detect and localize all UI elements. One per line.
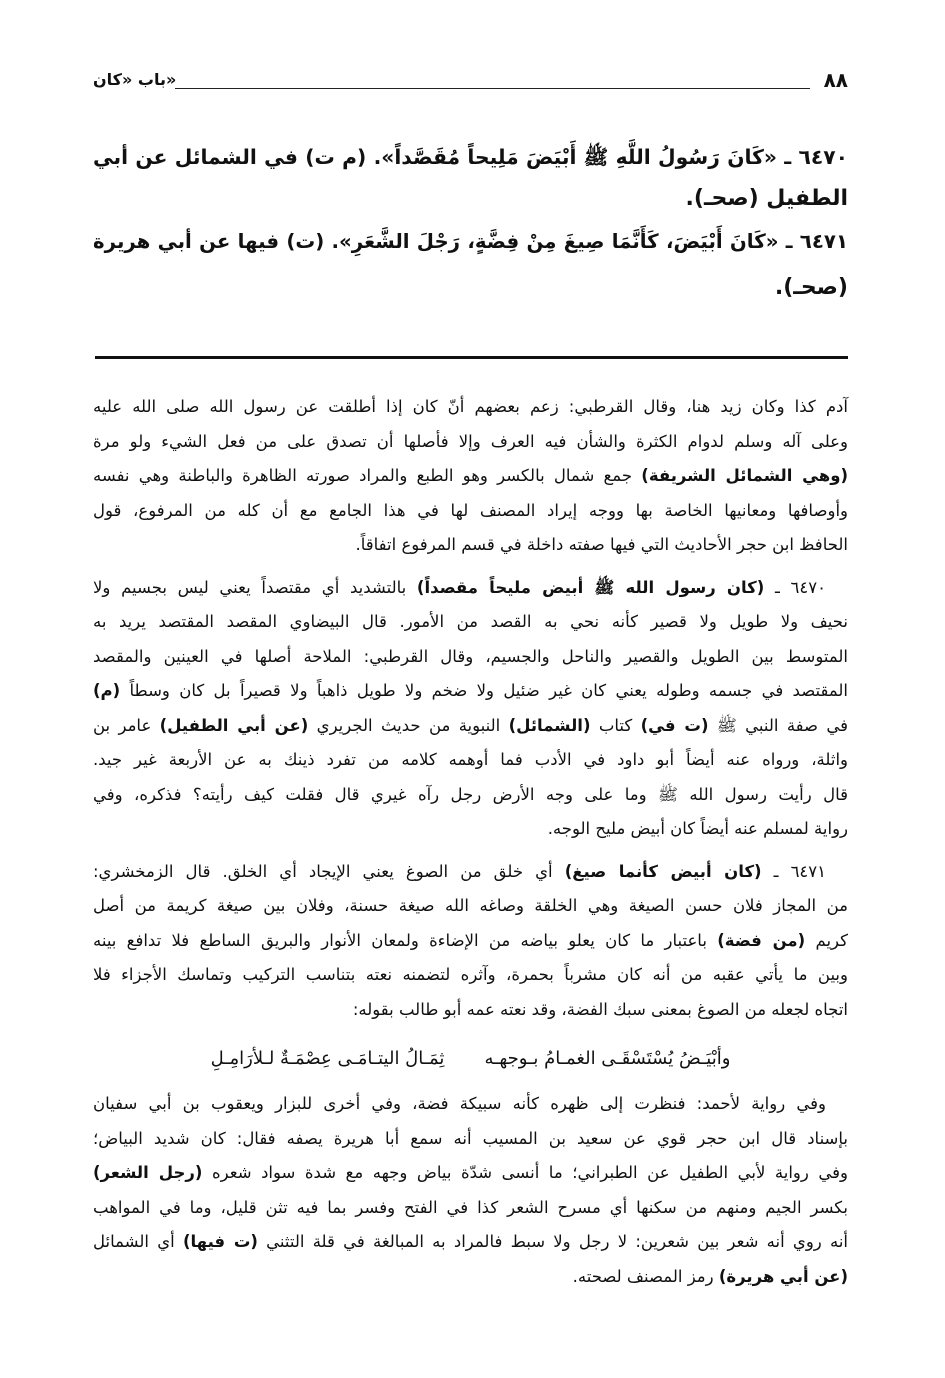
commentary-line <box>93 1260 848 1295</box>
commentary-text: رواية لمسلم عنه أيضاً كان أبيض مليح الوجه. <box>547 819 848 838</box>
commentary-line <box>93 1225 848 1260</box>
commentary-line <box>93 958 848 993</box>
commentary-line <box>93 855 848 890</box>
commentary-line <box>93 1156 848 1191</box>
commentary-text: بالتشديد أي مقتصداً يعني ليس بجسيم ولا <box>93 577 417 597</box>
commentary-line <box>93 571 848 606</box>
verse-hemistich: ثِمَـالُ اليتـامَـى عِصْمَـةٌ لـلأرَامِـلِ <box>210 1048 445 1069</box>
commentary-text: الحافظ ابن حجر الأحاديث التي فيها صفته داخلة في قسم المرفوع اتفاقاً. <box>355 535 848 554</box>
commentary-text: بكسر الجيم ومنهم من سكنها أي مسرح الشعر كذا في الفتح وفسر بما فيه تثن قليل، وما في المواهب <box>93 1197 848 1217</box>
commentary <box>93 390 848 1302</box>
commentary-line <box>93 778 848 813</box>
page-number: ٨٨ <box>823 68 848 92</box>
commentary-line <box>93 425 848 460</box>
commentary-text: ٦٤٧١ ـ <box>761 861 827 881</box>
quoted-matn-text: (من فضة) <box>717 930 806 950</box>
footnote-separator <box>95 356 848 359</box>
commentary-text: في صفة النبي ﷺ <box>708 715 849 735</box>
commentary-paragraph <box>93 571 848 847</box>
commentary-text: باعتبار ما كان يعلو بياضه من الإضاءة ولمعان الأنوار والبريق الساطع فلا تدافع بينه <box>93 930 718 950</box>
commentary-line <box>93 993 848 1028</box>
header-rule <box>175 88 810 89</box>
commentary-line <box>93 889 848 924</box>
commentary-text: كتاب <box>590 715 641 735</box>
verse-hemistich: وأبْيَـضُ يُسْتَسْقَـى الغمـامُ بـوجهـه <box>484 1048 731 1069</box>
commentary-text: نحيف ولا طويل ولا قصير كأنه نحي به القصد من الأمور. قال البيضاوي المقصد المقتصد يريد به <box>93 612 848 631</box>
commentary-text: وفي رواية لأبي الطفيل عن الطبراني؛ ما أنسى شدّة بياض وجهه مع شدة سواد شعره <box>202 1163 848 1182</box>
commentary-text: النبوية من حديث الجريري <box>308 715 509 735</box>
commentary-line <box>93 1191 848 1226</box>
commentary-text: أي خلق من الصوغ يعني الإيجاد أي الخلق. قال الزمخشري: <box>93 861 565 881</box>
commentary-line <box>93 640 848 675</box>
quoted-matn-text: (ت فيها) <box>182 1232 258 1251</box>
commentary-text: كريم <box>805 930 849 950</box>
commentary-line <box>93 459 848 494</box>
commentary-paragraph <box>93 855 848 1028</box>
commentary-line <box>93 674 848 709</box>
page-header <box>93 66 848 96</box>
hadith-line: ٦٤٧١ ـ «كَانَ أَبْيَضَ، كَأَنَّمَا صِيغَ مِنْ فِضَّةٍ، رَجْلَ الشَّعَرِ». (ت) فيها عن أبي هريرة <box>93 230 848 253</box>
commentary-text: آدم كذا وكان زيد هنا، وقال القرطبي: زعم بعضهم أنّ كان إذا أطلقت عن رسول الله صلى الله عليه <box>93 397 848 416</box>
hadith-line: ٦٤٧٠ ـ «كَانَ رَسُولُ اللَّهِ ﷺ أَبْيَضَ مَلِيحاً مُقَصَّداً». (م ت) في الشمائل عن أبي <box>93 145 848 169</box>
commentary-line <box>93 743 848 778</box>
quoted-matn-text: (وهي الشمائل الشريفة) <box>641 466 849 485</box>
commentary-text: المتوسط بين الطويل والقصير والناحل والجسيم، وقال القرطبي: الملاحة أصلها في العينين والمقصد <box>93 646 848 666</box>
commentary-line <box>93 528 848 563</box>
quoted-matn-text: (عن أبي هريرة) <box>718 1266 848 1286</box>
quoted-matn-text: (كان رسول الله ﷺ أبيض مليحاً مقصداً) <box>416 577 765 597</box>
commentary-text: المقتصد في جسمه وطوله يعني كان غير ضئيل ولا ضخم ولا طويل ذاهباً ولا قصيراً بل كان وسطاً <box>120 681 848 700</box>
commentary-line <box>93 812 848 847</box>
commentary-line <box>93 390 848 425</box>
commentary-text: بإسناد قال ابن حجر قوي عن سعيد بن المسيب أنه سمع أبا هريرة يصفه فقال: كان شديد البياض؛ <box>93 1128 848 1148</box>
commentary-line <box>93 709 848 744</box>
commentary-text: ٦٤٧٠ ـ <box>764 577 826 597</box>
hadith-6471 <box>93 221 848 309</box>
commentary-text: وبين ما يأتي عقبه من أنه كان مشرباً بحمرة، وآثره لتضمنه نعته بتناسب التركيب وتماسك الأجزاء فلا <box>93 965 848 984</box>
commentary-text: وعلى آله وسلم لدوام الكثرة والشأن فيه العرف وإلا فأصلها أن تصدق على من فعل الشيء ولو مرة <box>93 431 848 451</box>
quoted-matn-text: (كان أبيض كأنما صيغ) <box>564 861 762 881</box>
commentary-paragraph <box>93 1087 848 1294</box>
commentary-line <box>93 1087 848 1122</box>
commentary-line <box>93 1122 848 1157</box>
commentary-text: واثلة، ورواه عنه أيضاً أبو داود في الأدب فما أوهمه كلامه من تفرد ذينك به عن الأربعة غير جيد. <box>93 750 848 769</box>
commentary-text: رمز المصنف لصحته. <box>572 1266 719 1286</box>
commentary-line <box>93 924 848 959</box>
commentary-text: وأوصافها ومعانيها الخاصة بها ووجه إيراد المصنف لها في هذا الجامع مع أن كله من المرفوع، قول <box>93 500 848 520</box>
commentary-text: أي الشمائل <box>93 1232 183 1251</box>
hadith-line: (صحـ). <box>774 275 848 300</box>
quoted-matn-text: (الشمائل) <box>508 715 591 735</box>
commentary-line <box>93 605 848 640</box>
quoted-matn-text: (عن أبي الطفيل) <box>159 715 309 735</box>
chapter-title: باب «كان» <box>93 70 177 89</box>
hadith-line: الطفيل (صحـ). <box>685 186 848 211</box>
commentary-paragraph <box>93 390 848 563</box>
commentary-text: جمع شمال بالكسر وهو الطبع والمراد صورته الظاهرة والباطنة وهي نفسه <box>93 466 642 485</box>
hadith-6470 <box>93 136 848 220</box>
commentary-text: من المجاز فلان حسن الصيغة وهي الخلقة وصاغه الله صيغة حسنة، وفلان بين صيغة كريمة من أصل <box>93 896 848 915</box>
commentary-text: قال رأيت رسول الله ﷺ وما على وجه الأرض رجل رآه غيري قال فقلت كيف رأيته؟ فذكره، وفي <box>93 784 848 804</box>
commentary-text: وفي رواية لأحمد: فنظرت إلى ظهره كأنه سبيكة فضة، وفي أخرى للبزار ويعقوب بن أبي سفيان <box>93 1094 826 1113</box>
poetry-verse <box>93 1035 848 1083</box>
commentary-text: اتجاه لجعله من الصوغ بمعنى سبك الفضة، وقد نعته عمه أبو طالب بقوله: <box>352 999 848 1019</box>
commentary-line <box>93 494 848 529</box>
quoted-matn-text: (رجل الشعر) <box>93 1163 203 1182</box>
quoted-matn-text: (م) <box>93 681 121 700</box>
quoted-matn-text: (ت في) <box>640 715 709 735</box>
commentary-text: أنه روي أنه شعر بين شعرين: لا رجل ولا سبط فالمراد به المبالغة في قلة التثني <box>257 1232 848 1251</box>
commentary-text: عامر بن <box>93 715 160 735</box>
